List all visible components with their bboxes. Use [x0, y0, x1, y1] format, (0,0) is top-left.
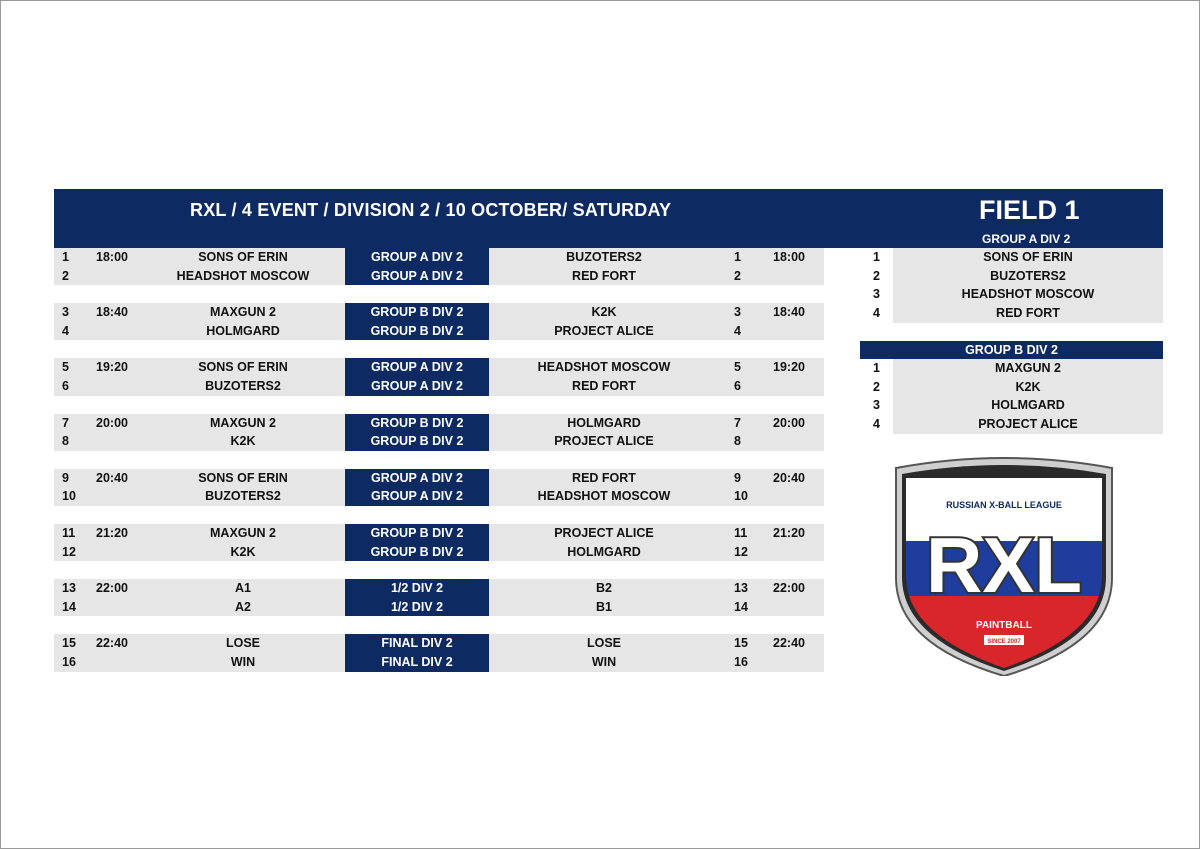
match-number: 14 [62, 599, 76, 614]
match-number: 3 [62, 305, 69, 320]
match-time: 18:40 [96, 305, 128, 320]
match-time-right: 19:20 [773, 360, 805, 375]
group-badge: FINAL DIV 2 [345, 653, 489, 672]
match-number-right: 11 [734, 525, 748, 540]
group-badge: 1/2 DIV 2 [345, 598, 489, 617]
team-a: BUZOTERS2 [205, 378, 281, 393]
group-badge: GROUP B DIV 2 [345, 432, 489, 451]
match-number-right: 5 [734, 360, 741, 375]
match-number-right: 3 [734, 305, 741, 320]
group-badge: GROUP B DIV 2 [345, 543, 489, 562]
match-row [54, 267, 824, 286]
team-a: K2K [230, 434, 256, 449]
match-number: 2 [62, 268, 69, 283]
group-badge: GROUP B DIV 2 [345, 303, 489, 322]
team-b: BUZOTERS2 [566, 250, 642, 264]
team-a: A2 [235, 599, 251, 614]
group-badge: 1/2 DIV 2 [345, 579, 489, 598]
group-badge: GROUP A DIV 2 [345, 248, 489, 267]
match-number: 11 [62, 525, 76, 540]
match-time: 21:20 [96, 525, 128, 540]
standing-position: 2 [873, 268, 880, 283]
match-number: 9 [62, 470, 69, 485]
logo-letters: RXL [926, 521, 1082, 609]
match-time: 22:00 [96, 581, 128, 596]
logo-bottom-text: PAINTBALL [976, 620, 1032, 631]
team-a: MAXGUN 2 [210, 305, 276, 320]
match-time: 20:00 [96, 415, 128, 430]
standing-row [860, 267, 1163, 286]
standing-row [860, 304, 1163, 323]
team-b: HOLMGARD [567, 415, 641, 430]
standing-position: 4 [873, 417, 880, 432]
team-a: A1 [235, 581, 251, 596]
match-row [54, 653, 824, 672]
match-number-right: 7 [734, 415, 741, 430]
match-pair [54, 414, 824, 451]
match-number: 5 [62, 360, 69, 375]
match-number-right: 13 [734, 581, 748, 596]
match-number: 1 [62, 250, 69, 264]
logo-since-text: SINCE 2007 [987, 639, 1021, 645]
standing-position: 1 [873, 361, 880, 375]
match-row [54, 414, 824, 433]
team-a: MAXGUN 2 [210, 415, 276, 430]
team-a: SONS OF ERIN [198, 470, 288, 485]
match-pair [54, 524, 824, 561]
match-number-right: 16 [734, 654, 748, 669]
match-number-right: 14 [734, 599, 748, 614]
match-time: 18:00 [96, 250, 128, 264]
group-b-standings [860, 341, 1163, 434]
match-number-right: 8 [734, 434, 741, 449]
team-b: B1 [596, 599, 612, 614]
group-badge: GROUP A DIV 2 [345, 469, 489, 488]
match-pair [54, 303, 824, 340]
match-row [54, 634, 824, 653]
group-badge: GROUP A DIV 2 [345, 377, 489, 396]
match-time-right: 22:00 [773, 581, 805, 596]
team-a: MAXGUN 2 [210, 525, 276, 540]
standing-team: K2K [893, 378, 1163, 397]
standing-team: BUZOTERS2 [893, 267, 1163, 286]
team-b: LOSE [586, 636, 622, 651]
team-a: SONS OF ERIN [198, 360, 288, 375]
match-row [54, 543, 824, 562]
team-a: HOLMGARD [206, 323, 280, 338]
team-b: PROJECT ALICE [554, 434, 654, 449]
match-pair [54, 469, 824, 506]
team-b: PROJECT ALICE [554, 323, 654, 338]
standing-team: HEADSHOT MOSCOW [893, 285, 1163, 304]
group-b-title: GROUP B DIV 2 [860, 341, 1163, 359]
standing-position: 1 [873, 250, 880, 264]
field-group-a-label: GROUP A DIV 2 [982, 232, 1071, 246]
match-pair [54, 358, 824, 395]
match-number: 15 [62, 636, 76, 651]
match-number: 4 [62, 323, 69, 338]
match-number-right: 15 [734, 636, 748, 651]
match-number: 13 [62, 581, 76, 596]
standing-position: 4 [873, 306, 880, 321]
group-badge: GROUP A DIV 2 [345, 487, 489, 506]
match-number-right: 10 [734, 489, 748, 504]
team-a: LOSE [225, 636, 261, 651]
team-b: PROJECT ALICE [554, 525, 654, 540]
match-number: 12 [62, 544, 76, 559]
group-badge: FINAL DIV 2 [345, 634, 489, 653]
match-time-right: 22:40 [773, 636, 805, 651]
match-row [54, 524, 824, 543]
match-number-right: 9 [734, 470, 741, 485]
team-a: K2K [230, 544, 256, 559]
match-number-right: 4 [734, 323, 741, 338]
team-a: WIN [230, 654, 256, 669]
match-number: 6 [62, 378, 69, 393]
match-number: 8 [62, 434, 69, 449]
team-a: BUZOTERS2 [205, 489, 281, 504]
match-pair [54, 579, 824, 616]
logo-top-text: RUSSIAN X-BALL LEAGUE [946, 500, 1062, 510]
standing-position: 3 [873, 287, 880, 302]
standing-position: 3 [873, 398, 880, 413]
group-badge: GROUP B DIV 2 [345, 524, 489, 543]
group-b-list [860, 359, 1163, 434]
group-badge: GROUP B DIV 2 [345, 414, 489, 433]
match-number-right: 2 [734, 268, 741, 283]
match-row [54, 579, 824, 598]
standing-row [860, 415, 1163, 434]
match-number: 10 [62, 489, 76, 504]
rxl-logo [884, 456, 1124, 676]
match-schedule [54, 248, 824, 690]
team-b: WIN [591, 654, 617, 669]
team-b: RED FORT [572, 470, 636, 485]
standing-team: HOLMGARD [893, 396, 1163, 415]
team-b: HEADSHOT MOSCOW [537, 489, 671, 504]
team-b: HOLMGARD [567, 544, 641, 559]
match-row [54, 598, 824, 617]
standing-team: PROJECT ALICE [893, 415, 1163, 434]
standing-row [860, 359, 1163, 378]
standing-team: SONS OF ERIN [893, 248, 1163, 267]
standing-row [860, 378, 1163, 397]
event-title: RXL / 4 EVENT / DIVISION 2 / 10 OCTOBER/ SATURDAY [190, 200, 672, 220]
match-number: 7 [62, 415, 69, 430]
match-row [54, 322, 824, 341]
match-time-right: 21:20 [773, 525, 805, 540]
match-time: 20:40 [96, 470, 128, 485]
team-b: HEADSHOT MOSCOW [537, 360, 671, 375]
standing-position: 2 [873, 379, 880, 394]
match-row [54, 377, 824, 396]
standing-row [860, 396, 1163, 415]
team-b: RED FORT [572, 378, 636, 393]
team-b: B2 [596, 581, 612, 596]
field-title: FIELD 1 [979, 195, 1080, 225]
group-badge: GROUP A DIV 2 [345, 358, 489, 377]
team-a: HEADSHOT MOSCOW [176, 268, 310, 283]
match-row [54, 487, 824, 506]
standing-row [860, 285, 1163, 304]
match-time: 22:40 [96, 636, 128, 651]
match-pair [54, 634, 824, 671]
group-badge: GROUP A DIV 2 [345, 267, 489, 286]
group-a-standings [860, 248, 1163, 323]
team-b: K2K [591, 305, 617, 320]
match-time: 19:20 [96, 360, 128, 375]
match-row [54, 248, 824, 267]
match-row [54, 303, 824, 322]
match-pair [54, 248, 824, 285]
match-time-right: 18:40 [773, 305, 805, 320]
match-time-right: 20:40 [773, 470, 805, 485]
team-a: SONS OF ERIN [198, 250, 288, 264]
match-row [54, 469, 824, 488]
standing-row [860, 248, 1163, 267]
standing-team: MAXGUN 2 [893, 359, 1163, 378]
match-row [54, 358, 824, 377]
standing-team: RED FORT [893, 304, 1163, 323]
team-b: RED FORT [572, 268, 636, 283]
match-row [54, 432, 824, 451]
match-time-right: 20:00 [773, 415, 805, 430]
match-number: 16 [62, 654, 76, 669]
match-time-right: 18:00 [773, 250, 805, 264]
match-number-right: 12 [734, 544, 748, 559]
group-badge: GROUP B DIV 2 [345, 322, 489, 341]
match-number-right: 1 [734, 250, 741, 264]
match-number-right: 6 [734, 378, 741, 393]
